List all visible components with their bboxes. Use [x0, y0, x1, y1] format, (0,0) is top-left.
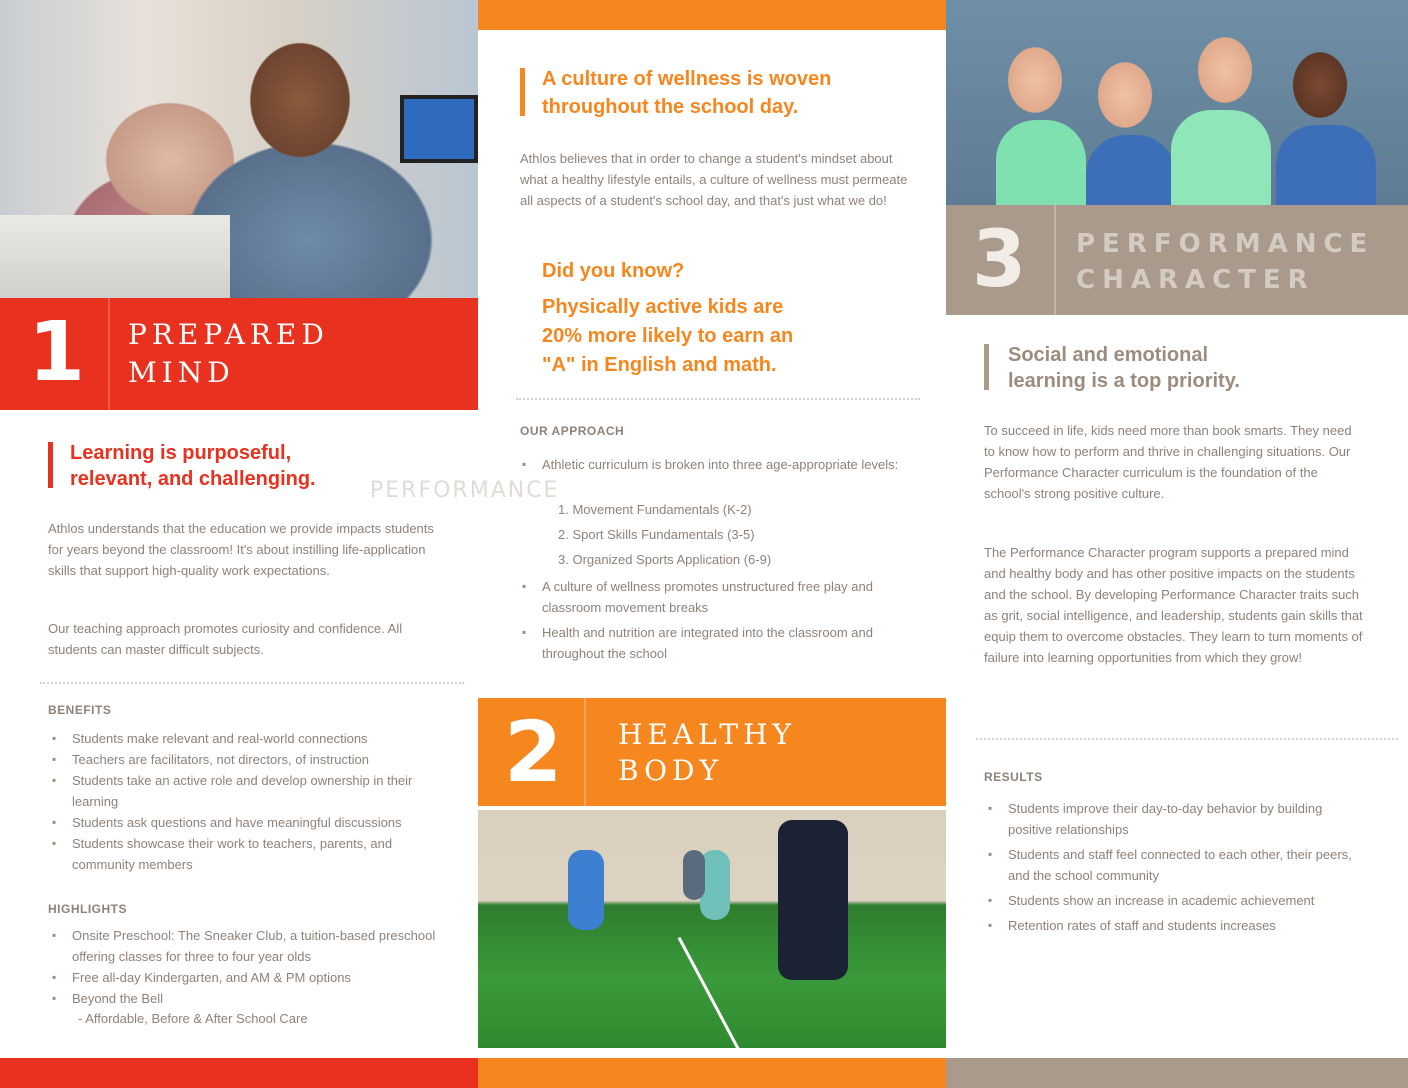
approach-list [518, 454, 908, 475]
prepared-mind-banner [0, 298, 478, 410]
shirt-shape [996, 120, 1086, 205]
did-you-know-heading: Did you know? [542, 260, 685, 282]
footer-strip-red [0, 1058, 478, 1088]
level-item: 3. Organized Sports Application (6-9) [558, 552, 772, 567]
footer-strip-taupe [946, 1058, 1408, 1088]
list-item: ▪ A culture of wellness promotes unstructured free play and classroom movement breaks [518, 576, 908, 618]
section-number-2: 2 [504, 703, 563, 801]
panel1-approach-paragraph: Our teaching approach promotes curiosity and confidence. All students can master difficult subjects. [48, 621, 403, 657]
panel3-headline-line1: Social and emotional [1008, 344, 1209, 366]
desk-shape [0, 215, 230, 298]
banner-divider [108, 298, 110, 410]
shirt-shape [1171, 110, 1271, 205]
section-number-1: 1 [28, 305, 86, 400]
list-item: ▪ Beyond the Bell [48, 988, 448, 1009]
headline-accent-bar [520, 68, 525, 116]
results-label: RESULTS [984, 770, 1043, 784]
level-item: 1. Movement Fundamentals (K-2) [558, 502, 752, 517]
list-item: ▪ Students make relevant and real-world connections [48, 728, 448, 749]
list-item: ▪ Students improve their day-to-day behavior by building positive relationships [984, 798, 1364, 840]
students-group-photo [946, 0, 1408, 205]
panel3-program-paragraph: The Performance Character program supports a prepared mind and healthy body and has other positive impacts on the students and the school. By developing Performance Character traits such as grit, social intelligence, and leadership, students gain skills that equip them to overcome obstacles. They learn to turn moments of failure into learning opportunities from which they grow! [984, 545, 1363, 665]
panel3-intro-paragraph: To succeed in life, kids need more than book smarts. They need to know how to perform and thrive in challenging situations. Our Performance Character curriculum is the foundation of the school's strong positive culture. [984, 423, 1352, 501]
panel2-intro-paragraph: Athlos believes that in order to change a student's mindset about what a healthy lifestyle entails, a culture of wellness must permeate all aspects of a student's school day, and that's just what we do! [520, 151, 908, 208]
list-item: ▪ Free all-day Kindergarten, and AM & PM options [48, 967, 448, 988]
field-line [678, 937, 742, 1048]
list-item: ▪ Onsite Preschool: The Sneaker Club, a tuition-based preschool offering classes for three to four year olds [48, 925, 448, 967]
benefits-label: BENEFITS [48, 703, 112, 717]
panel2-headline-line1: A culture of wellness is woven [542, 68, 832, 90]
panel1-headline-line1: Learning is purposeful, [70, 442, 292, 464]
list-item: ▪ Athletic curriculum is broken into three age-appropriate levels: [518, 454, 908, 475]
headline-accent-bar [48, 442, 53, 488]
list-item: ▪ Retention rates of staff and students increases [984, 915, 1364, 936]
approach-label: OUR APPROACH [520, 424, 625, 438]
fact-line3: "A" in English and math. [542, 354, 777, 376]
highlights-label: HIGHLIGHTS [48, 902, 127, 916]
healthy-body-banner [478, 698, 946, 806]
section-title-line2: BODY [618, 754, 723, 787]
panel2-top-strip [478, 0, 946, 30]
fact-line1: Physically active kids are [542, 296, 784, 318]
panel1-headline-line2: relevant, and challenging. [70, 468, 316, 490]
list-item: ▪ Health and nutrition are integrated into the classroom and throughout the school [518, 622, 908, 664]
list-item: ▪ Students showcase their work to teachers, parents, and community members [48, 833, 448, 875]
section-title-line1: HEALTHY [618, 718, 796, 751]
panel3-divider [976, 738, 1398, 740]
approach-list-continued [518, 576, 908, 664]
benefits-list [48, 728, 448, 875]
list-item: ▪ Students and staff feel connected to each other, their peers, and the school community [984, 844, 1364, 886]
footer-strip-orange [478, 1058, 946, 1088]
panel2-divider [516, 398, 920, 400]
shirt-shape [1086, 135, 1176, 205]
runner-figure [683, 850, 705, 900]
performance-character-banner [946, 205, 1408, 315]
headline-accent-bar [984, 344, 989, 390]
shirt-shape [1276, 125, 1376, 205]
panel1-intro-paragraph: Athlos understands that the education we provide impacts students for years beyond the classroom! It's about instilling life-application skills that support high-quality work expectations. [48, 521, 434, 578]
list-item: ▪ Students show an increase in academic achievement [984, 890, 1364, 911]
ghost-overprint-text: PERFORMANCE [370, 478, 560, 503]
section-number-3: 3 [972, 215, 1027, 305]
banner-divider [1054, 205, 1056, 315]
level-item: 2. Sport Skills Fundamentals (3-5) [558, 527, 755, 542]
panel2-headline-line2: throughout the school day. [542, 96, 799, 118]
panel1-divider [40, 682, 464, 684]
fact-line2: 20% more likely to earn an [542, 325, 794, 347]
gym-running-photo [478, 810, 946, 1048]
computer-monitor [400, 95, 478, 163]
section-title-line2: MIND [128, 356, 235, 389]
classroom-photo [0, 0, 478, 298]
runner-figure [778, 820, 848, 980]
runner-figure [568, 850, 604, 930]
highlights-list [48, 925, 448, 1009]
list-item: ▪ Students ask questions and have meaningful discussions [48, 812, 448, 833]
list-item: ▪ Students take an active role and develop ownership in their learning [48, 770, 448, 812]
banner-divider [584, 698, 586, 806]
section-title-line1: PERFORMANCE [1076, 229, 1375, 259]
panel3-headline-line2: learning is a top priority. [1008, 370, 1240, 392]
levels-list [518, 497, 898, 572]
section-title-line2: CHARACTER [1076, 265, 1315, 295]
results-list [984, 798, 1364, 936]
section-title-line1: PREPARED [128, 318, 329, 351]
list-item: ▪ Teachers are facilitators, not directors, of instruction [48, 749, 448, 770]
highlights-subitem: - Affordable, Before & After School Care [78, 1011, 308, 1026]
